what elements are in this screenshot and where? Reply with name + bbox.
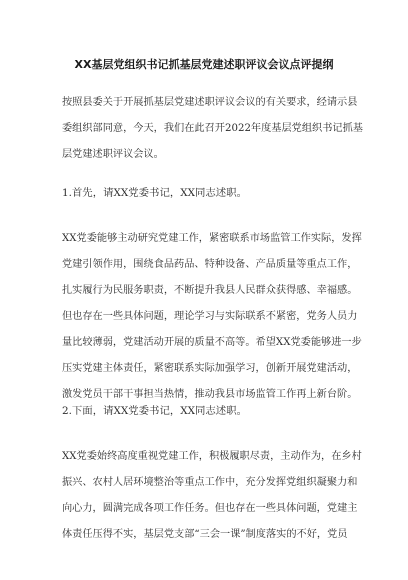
- intro-line: 按照县委关于开展抓基层党建述职评议会议的有关要求，经请示县: [62, 97, 358, 108]
- section2-paragraph: [62, 444, 362, 548]
- section1-line: 扎实履行为民服务职责，不断提升我县人民群众获得感、幸福感。: [62, 285, 358, 296]
- section1-paragraph: [62, 226, 362, 408]
- section1-line: XX党委能够主动研究党建工作，紧密联系市场监管工作实际，发挥: [62, 233, 362, 244]
- section2-line: XX党委始终高度重视党建工作，积极履职尽责，主动作为，在乡村: [62, 451, 362, 462]
- section2-line: 体责任压得不实，基层党支部“三会一课”制度落实的不好，党员: [62, 529, 348, 540]
- document-title: XX基层党组织书记抓基层党建述职评议会议点评提纲: [74, 58, 334, 71]
- section2-line: 振兴、农村人居环境整治等重点工作中，充分发挥党组织凝聚力和: [62, 477, 358, 488]
- section1-heading-block: [62, 180, 352, 206]
- section1-line: 党建引领作用，围绕食品药品、特种设备、产品质量等重点工作，: [62, 259, 358, 270]
- section1-line: 压实党建主体责任，紧密联系实际加强学习，创新开展党建活动，: [62, 363, 358, 374]
- section1-line: 量比较薄弱，党建活动开展的质量不高等。希望XX党委能够进一步: [62, 337, 362, 348]
- section2-heading-block: [62, 398, 352, 424]
- section1-line: 但也存在一些具体问题，理论学习与实际联系不紧密，党务人员力: [62, 311, 358, 322]
- section1-line: 激发党员干部干事担当热情，推动我县市场监管工作再上新台阶。: [62, 389, 358, 400]
- section2-line: 向心力，圆满完成各项工作任务。但也存在一些具体问题，党建主: [62, 503, 358, 514]
- section1-heading: 1.首先，请XX党委书记，XX同志述职。: [62, 187, 247, 199]
- intro-line: 委组织部同意，今天，我们在此召开2022年度基层党组织书记抓基: [62, 123, 363, 134]
- section2-heading: 2.下面，请XX党委书记，XX同志述职。: [62, 405, 247, 417]
- intro-paragraph: [62, 90, 363, 168]
- intro-line: 层党建述职评议会议。: [62, 149, 164, 160]
